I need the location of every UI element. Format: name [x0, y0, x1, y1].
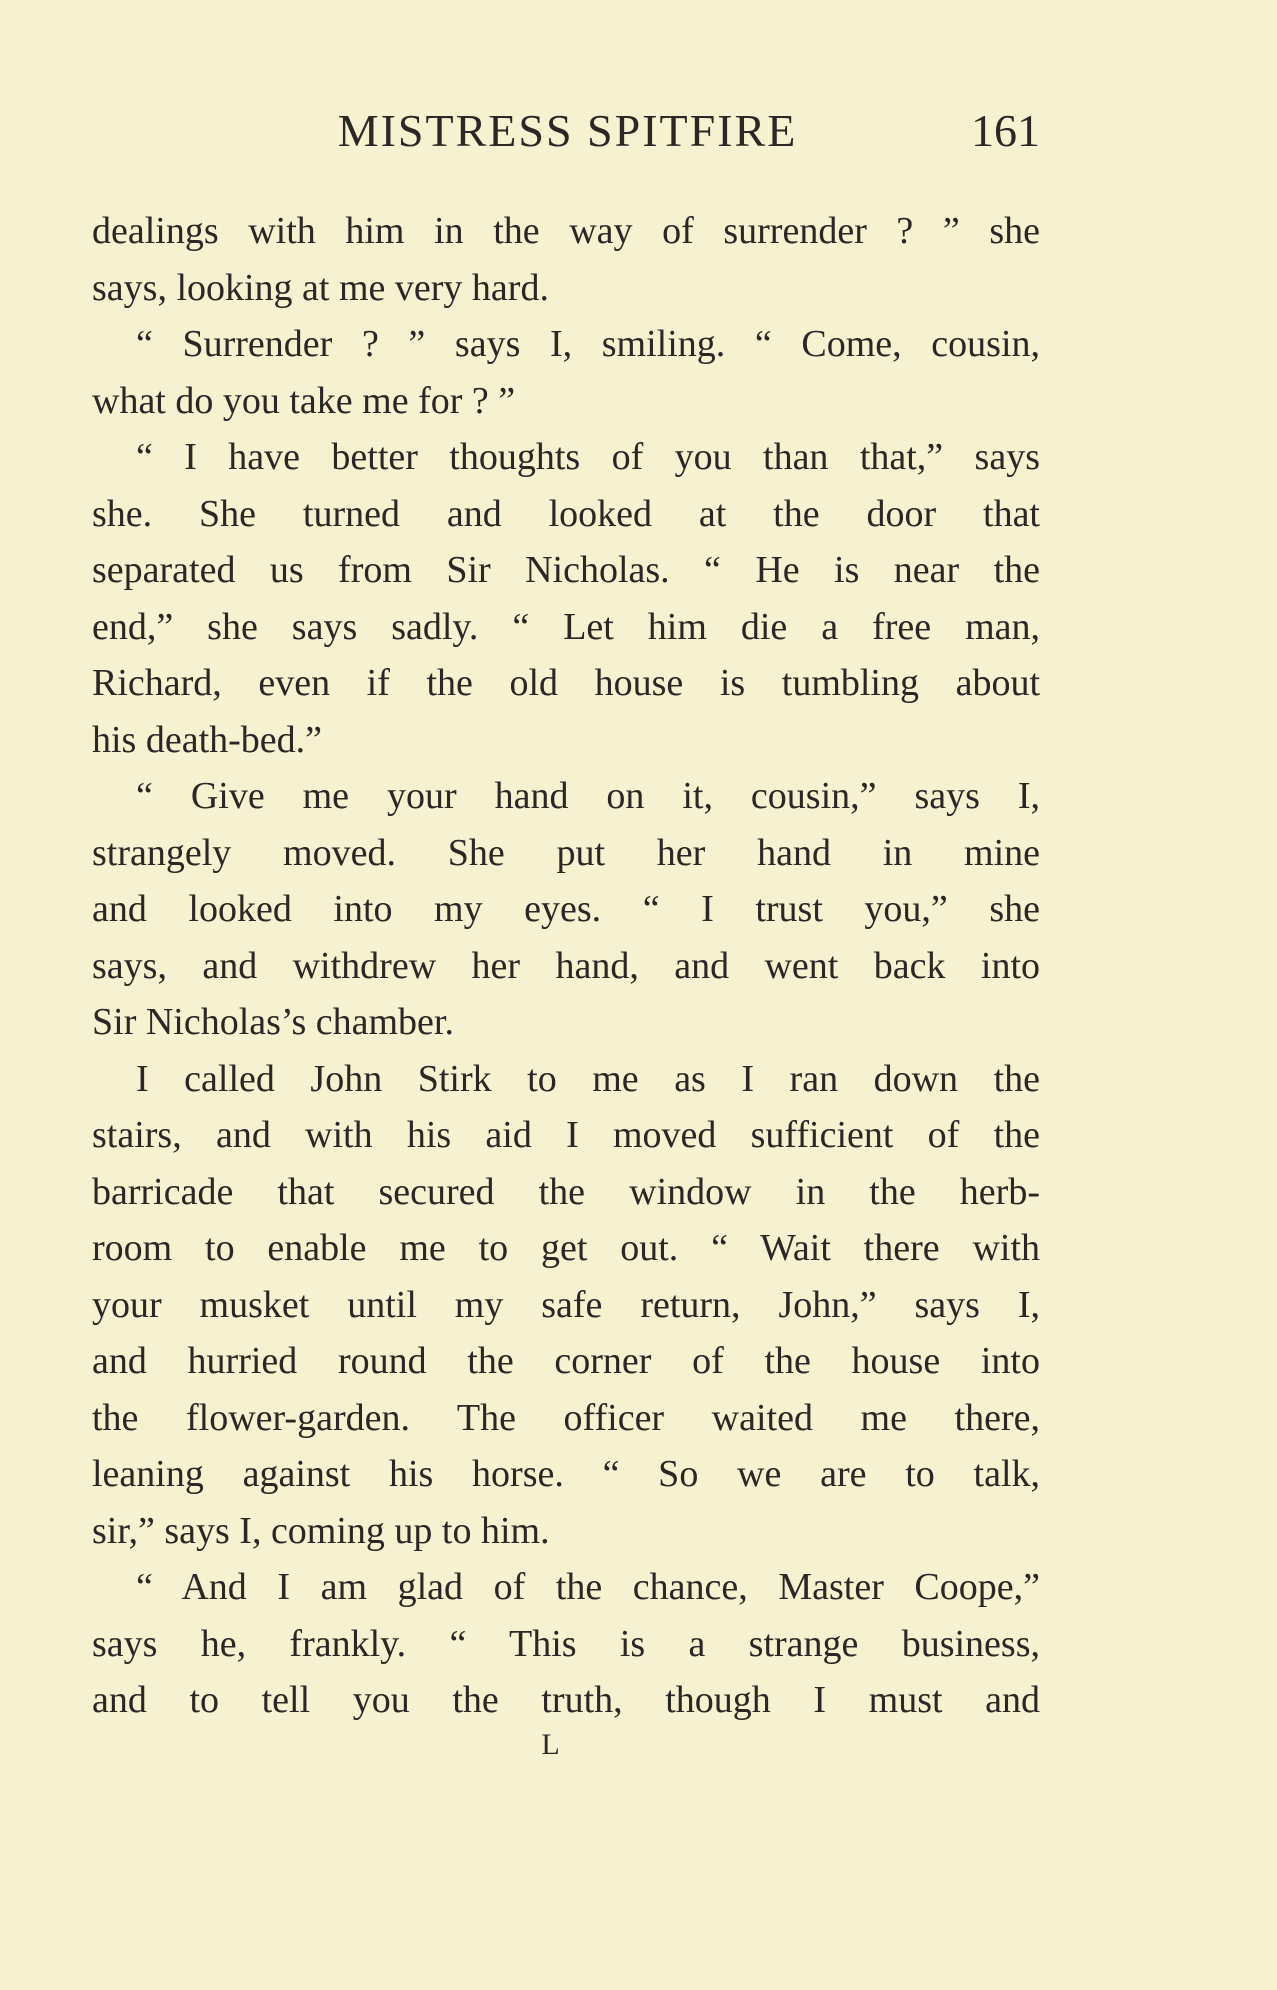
text-line: sir,” says I, coming up to him. — [92, 1509, 550, 1552]
text-line: says, and withdrew her hand, and went back into — [92, 944, 1040, 987]
text-line: she. She turned and looked at the door that — [92, 492, 1040, 535]
page-number: 161 — [971, 105, 1040, 156]
text-line: I called John Stirk to me as I ran down the — [136, 1057, 1040, 1100]
body-text — [92, 203, 1040, 1729]
text-line: “ Surrender ? ” says I, smiling. “ Come, cousin, — [136, 323, 1040, 365]
text-line: room to enable me to get out. “ Wait there with — [92, 1227, 1040, 1269]
text-line: and hurried round the corner of the house into — [92, 1340, 1040, 1382]
text-line: strangely moved. She put her hand in mine — [92, 831, 1040, 874]
text-line: his death-bed.” — [92, 718, 323, 761]
text-line: the flower-garden. The officer waited me there, — [92, 1396, 1040, 1439]
text-line: leaning against his horse. “ So we are to talk, — [92, 1453, 1040, 1495]
text-line: Sir Nicholas’s chamber. — [92, 1001, 454, 1043]
text-line: says, looking at me very hard. — [92, 266, 549, 309]
running-title: MISTRESS SPITFIRE — [337, 105, 798, 156]
text-line: end,” she says sadly. “ Let him die a free man, — [92, 605, 1040, 648]
signature-mark: L — [541, 1728, 560, 1761]
running-head — [95, 104, 1040, 160]
text-line: says he, frankly. “ This is a strange business, — [92, 1622, 1040, 1665]
text-line: Richard, even if the old house is tumbling about — [92, 662, 1040, 704]
text-line: separated us from Sir Nicholas. “ He is near the — [92, 549, 1040, 591]
text-line: “ And I am glad of the chance, Master Coope,” — [136, 1566, 1040, 1608]
text-line: your musket until my safe return, John,” says I, — [92, 1283, 1040, 1326]
text-line: stairs, and with his aid I moved sufficient of the — [92, 1114, 1040, 1156]
text-line: what do you take me for ? ” — [92, 379, 516, 422]
text-line: “ I have better thoughts of you than that,” says — [136, 436, 1040, 478]
text-line: and to tell you the truth, though I must and — [92, 1679, 1040, 1721]
text-line: barricade that secured the window in the herb- — [92, 1170, 1040, 1213]
text-line: dealings with him in the way of surrender ? ” she — [92, 210, 1040, 252]
text-line: and looked into my eyes. “ I trust you,” she — [92, 888, 1040, 930]
text-line: “ Give me your hand on it, cousin,” says I, — [136, 775, 1040, 817]
